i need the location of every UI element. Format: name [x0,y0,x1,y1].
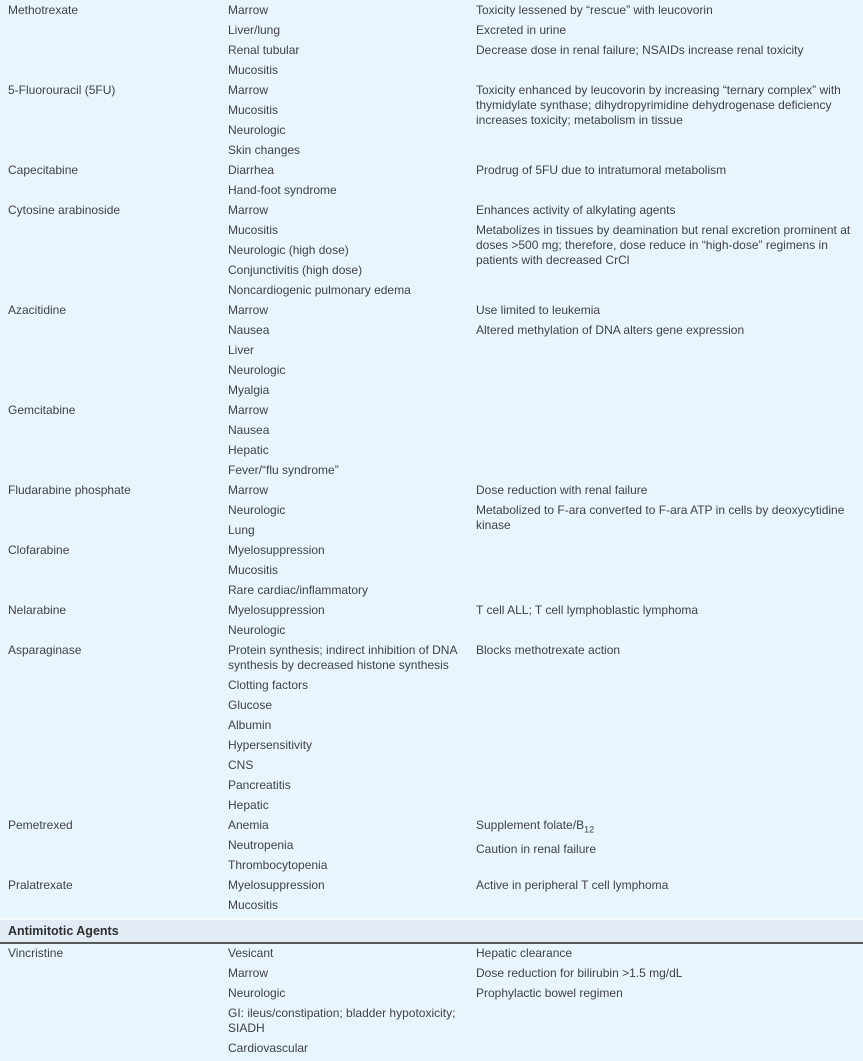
toxicity-item: Renal tubular [228,43,300,57]
drug-name-cell: Fludarabine phosphate [8,483,131,497]
comment-item: Dose reduction with renal failure [476,483,648,497]
comments-cell [476,163,863,203]
drug-name-cell: Nelarabine [8,603,67,617]
section-header-label: Antimitotic Agents [8,924,119,938]
toxicity-item: CNS [228,758,254,772]
table-row [0,878,863,918]
toxicity-item: Liver/lung [228,23,281,37]
toxicity-item: Neurologic [228,503,286,517]
toxicity-cell [228,483,476,543]
table-row [0,303,863,403]
toxicity-item: Skin changes [228,143,301,157]
toxicity-item: Pancreatitis [228,778,291,792]
toxicity-item: Vesicant [228,946,274,960]
toxicity-item: Mucositis [228,103,279,117]
toxicity-item: Noncardiogenic pulmonary edema [228,283,411,297]
comment-item: Toxicity enhanced by leucovorin by increasing “ternary complex” with thymidylate synthase; dihydropyrimidine dehydrogenase deficiency increases toxicity; metabolism in tissue [476,83,841,127]
toxicity-item: Hand-foot syndrome [228,183,337,197]
toxicity-item: Marrow [228,203,269,217]
toxicity-item: Mucositis [228,563,279,577]
drug-name-cell: Cytosine arabinoside [8,203,121,217]
comment-item: Hepatic clearance [476,946,573,960]
comment-item: Enhances activity of alkylating agents [476,203,676,217]
table-row [0,818,863,878]
comments-cell [476,303,863,403]
comments-cell [476,603,863,643]
toxicity-item: Clotting factors [228,678,309,692]
toxicity-cell [228,878,476,918]
toxicity-item: Nausea [228,323,270,337]
toxicity-item: Mucositis [228,223,279,237]
comment-item: Caution in renal failure [476,842,597,857]
drug-name-cell: Vincristine [8,946,64,960]
comments-cell [476,643,863,818]
toxicity-item: Myalgia [228,383,270,397]
table-row [0,483,863,543]
toxicity-item: Cardiovascular [228,1041,309,1055]
comments-cell [476,83,863,163]
toxicity-cell [228,946,476,1061]
toxicity-item: Anemia [228,818,269,832]
toxicity-item: Neurologic [228,986,286,1000]
comment-item: Dose reduction for bilirubin >1.5 mg/dL [476,966,683,980]
table-row [0,203,863,303]
toxicity-item: Marrow [228,3,269,17]
toxicity-cell [228,3,476,83]
drug-name-cell: Pemetrexed [8,818,73,832]
toxicity-item: Glucose [228,698,273,712]
toxicity-item: Diarrhea [228,163,275,177]
table-row [0,403,863,483]
toxicity-cell [228,163,476,203]
comments-cell [476,483,863,543]
toxicity-item: Albumin [228,718,272,732]
comments-cell [476,203,863,303]
drug-name-cell: Gemcitabine [8,403,76,417]
comment-item: Excreted in urine [476,23,567,37]
drug-name-cell: 5-Fluorouracil (5FU) [8,83,116,97]
toxicity-item: Liver [228,343,255,357]
toxicity-item: Mucositis [228,898,279,912]
table-row [0,946,863,1061]
toxicity-item: Neurologic [228,123,286,137]
toxicity-item: Hepatic [228,443,269,457]
toxicity-cell [228,643,476,818]
drug-name-cell: Pralatrexate [8,878,73,892]
comment-item: Prophylactic bowel regimen [476,986,623,1000]
table-row [0,643,863,818]
drug-name-cell: Azacitidine [8,303,67,317]
comment-item: Decrease dose in renal failure; NSAIDs increase renal toxicity [476,43,804,57]
toxicity-item: Marrow [228,303,269,317]
drug-name-cell: Clofarabine [8,543,70,557]
comments-cell [476,403,863,483]
toxicity-item: GI: ileus/constipation; bladder hypotoxicity; SIADH [228,1006,456,1035]
comments-cell [476,878,863,918]
comments-cell [476,946,863,1061]
table-row [0,163,863,203]
comment-item: Supplement folate/$B_{12}$ [476,818,595,835]
drug-name-cell: Asparaginase [8,643,82,657]
toxicity-item: Conjunctivitis (high dose) [228,263,363,277]
toxicity-item: Myelosuppression [228,878,325,892]
toxicity-cell [228,818,476,878]
comment-item: Altered methylation of DNA alters gene expression [476,323,745,337]
toxicity-item: Lung [228,523,255,537]
toxicity-item: Marrow [228,83,269,97]
toxicity-item: Marrow [228,966,269,980]
comment-item: Active in peripheral T cell lymphoma [476,878,669,892]
toxicity-cell [228,203,476,303]
toxicity-item: Hepatic [228,798,269,812]
table-row [0,603,863,643]
toxicity-cell [228,83,476,163]
toxicity-item: Marrow [228,483,269,497]
toxicity-item: Fever/“flu syndrome” [228,463,339,477]
toxicity-item: Nausea [228,423,270,437]
toxicity-cell [228,303,476,403]
toxicity-item: Protein synthesis; indirect inhibition of DNA synthesis by decreased histone synthesis [228,643,457,672]
comments-cell [476,543,863,603]
drug-name-cell: Capecitabine [8,163,79,177]
toxicity-item: Rare cardiac/inflammatory [228,583,369,597]
toxicity-item: Neurologic [228,623,286,637]
toxicity-item: Neurologic (high dose) [228,243,349,257]
table-row [0,83,863,163]
table-row [0,3,863,83]
toxicity-item: Hypersensitivity [228,738,313,752]
comment-item: Metabolized to F-ara converted to F-ara ATP in cells by deoxycytidine kinase [476,503,845,532]
toxicity-item: Neutropenia [228,838,294,852]
comment-item: Prodrug of 5FU due to intratumoral metabolism [476,163,727,177]
section-header-row [0,918,863,944]
toxicity-item: Marrow [228,403,269,417]
comment-item: Blocks methotrexate action [476,643,621,657]
comment-item: Use limited to leukemia [476,303,601,317]
comments-cell [476,818,863,878]
toxicity-item: Neurologic [228,363,286,377]
comments-cell [476,3,863,83]
toxicity-cell [228,603,476,643]
drug-name-cell: Methotrexate [8,3,79,17]
toxicity-cell [228,403,476,483]
comment-item: T cell ALL; T cell lymphoblastic lymphoma [476,603,699,617]
toxicity-item: Myelosuppression [228,603,325,617]
toxicity-cell [228,543,476,603]
table-row [0,543,863,603]
comment-item: Metabolizes in tissues by deamination but renal excretion prominent at doses >500 mg; therefore, dose reduce in “high-dose” regimens in patients with decreased CrCl [476,223,851,267]
toxicity-item: Mucositis [228,63,279,77]
comment-item: Toxicity lessened by “rescue” with leucovorin [476,3,713,17]
toxicity-item: Myelosuppression [228,543,325,557]
toxicity-item: Thrombocytopenia [228,858,328,872]
